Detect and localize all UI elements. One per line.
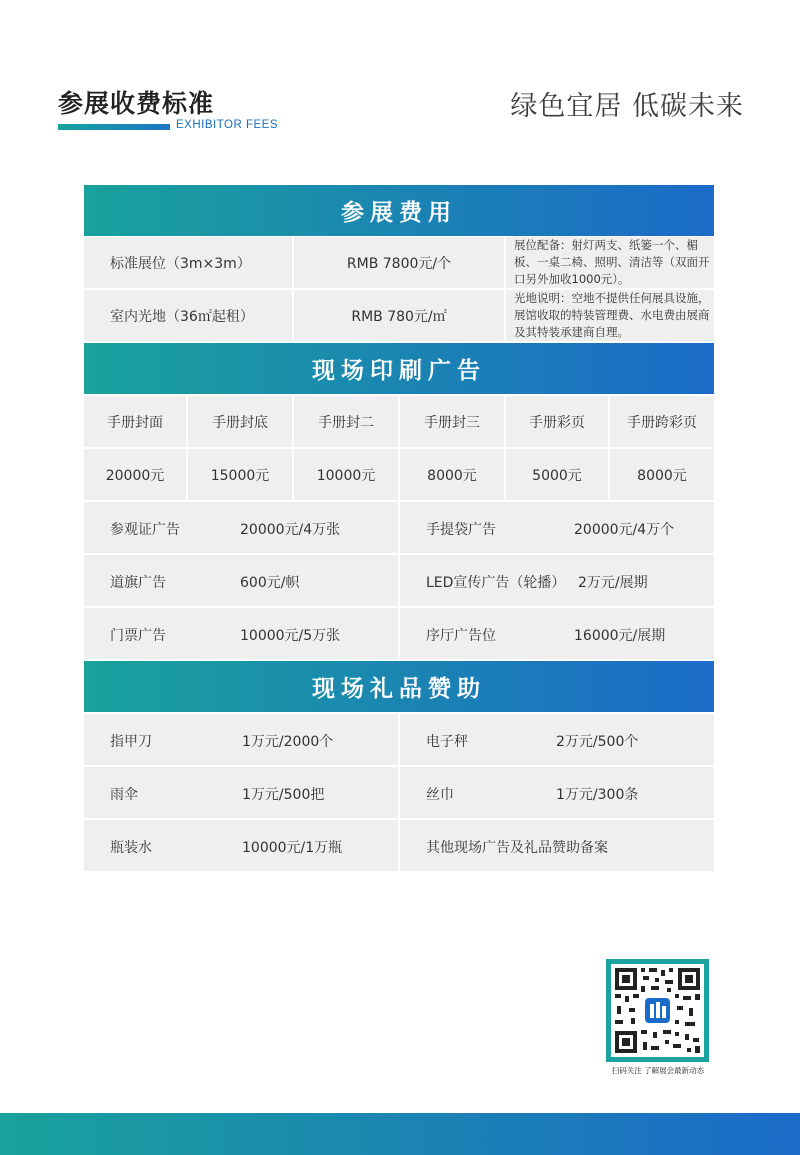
gift-item: 电子秤 [426,734,468,750]
fee-note: 光地说明：空地不提供任何展具设施，展馆收取的特装管理费、水电费由展商及其特装承建商自理。 [506,290,714,341]
bottom-gradient-bar [0,1113,800,1155]
gift-item: 丝巾 [426,787,454,803]
ad-item: 序厅广告位 [426,628,496,644]
qr-code-icon[interactable] [606,959,709,1062]
ad-price: 20000元/4万张 [240,522,341,538]
section-header-exhibitor-fees: 参展费用 [84,185,714,236]
ad-price: 20000元/4万个 [574,522,675,538]
title-underline-bar [58,124,170,130]
gift-price: 2万元/500个 [556,734,639,750]
section-header-onsite-print-ads: 现场印刷广告 [84,343,714,394]
brochure-ad-header: 手册彩页 [506,396,608,447]
ad-item: 手提袋广告 [426,522,496,538]
ad-item: 参观证广告 [110,522,180,538]
page-title: 参展收费标准 [58,89,215,118]
section-header-gift-sponsorship: 现场礼品赞助 [84,661,714,712]
page-subtitle: EXHIBITOR FEES [176,119,279,131]
fee-price: RMB 780元/㎡ [294,290,504,341]
gift-price: 10000元/1万瓶 [242,840,343,856]
brochure-ad-header: 手册封面 [84,396,186,447]
gift-item: 其他现场广告及礼品赞助备案 [426,840,608,856]
ad-item: LED宣传广告（轮播） [426,575,566,591]
gift-price: 1万元/500把 [242,787,325,803]
brochure-ad-price: 5000元 [506,449,608,500]
brochure-ad-price: 10000元 [294,449,398,500]
ad-price: 2万元/展期 [578,575,648,591]
brochure-ad-price: 15000元 [188,449,292,500]
gift-price: 1万元/2000个 [242,734,334,750]
gift-item: 指甲刀 [110,734,152,750]
ad-price: 16000元/展期 [574,628,666,644]
gift-item: 雨伞 [110,787,138,803]
fee-item: 室内光地（36㎡起租） [84,290,292,341]
ad-price: 10000元/5万张 [240,628,341,644]
brochure-ad-header: 手册跨彩页 [610,396,714,447]
fee-note: 展位配备：射灯两支、纸篓一个、楣板、一桌二椅、照明、清洁等（双面开口另外加收1000元）。 [506,237,714,288]
qr-caption: 扫码关注 了解展会最新动态 [611,1066,705,1075]
brochure-ad-price: 20000元 [84,449,186,500]
brochure-ad-header: 手册封三 [400,396,504,447]
brochure-ad-header: 手册封二 [294,396,398,447]
fee-item: 标准展位（3m×3m） [84,237,292,288]
ad-price: 600元/帜 [240,575,300,591]
brochure-ad-price: 8000元 [400,449,504,500]
slogan: 绿色宜居 低碳未来 [510,91,744,122]
ad-item: 门票广告 [110,628,166,644]
ad-item: 道旗广告 [110,575,166,591]
fee-price: RMB 7800元/个 [294,237,504,288]
gift-price: 1万元/300条 [556,787,639,803]
brochure-ad-price: 8000元 [610,449,714,500]
gift-item: 瓶装水 [110,840,152,856]
qr-code-pattern [611,964,704,1057]
brochure-ad-header: 手册封底 [188,396,292,447]
